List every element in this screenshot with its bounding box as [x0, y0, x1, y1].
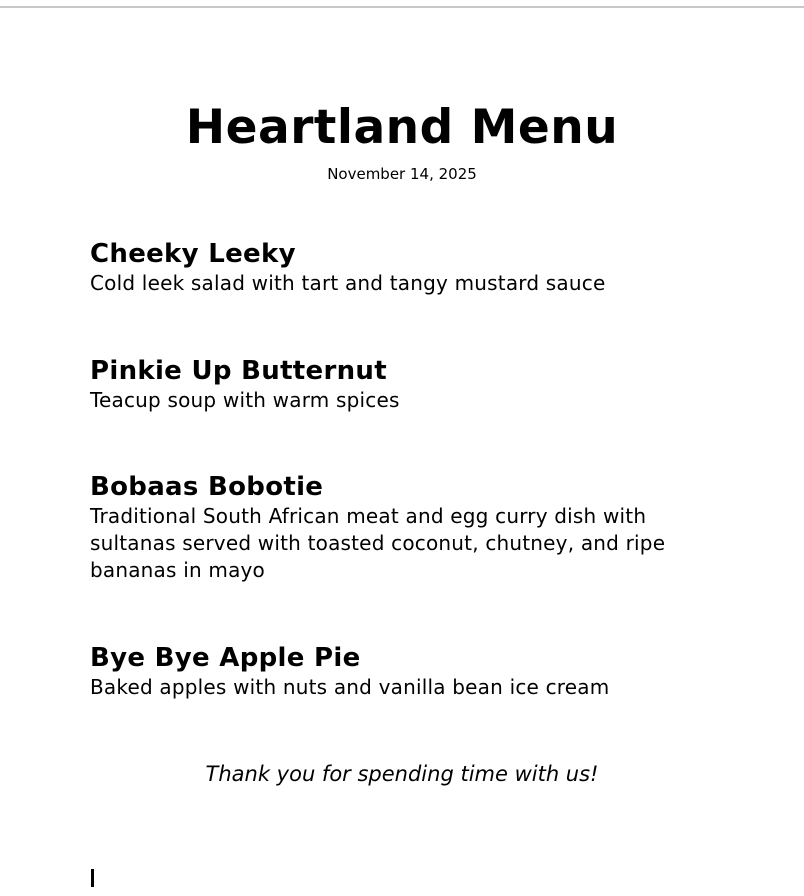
- menu-item-description: Baked apples with nuts and vanilla bean ice cream: [90, 675, 610, 699]
- menu-item-name: Pinkie Up Butternut: [90, 356, 387, 386]
- text-cursor[interactable]: [91, 869, 94, 887]
- menu-item-name: Bye Bye Apple Pie: [90, 643, 361, 673]
- menu-item-description: Teacup soup with warm spices: [90, 388, 400, 412]
- menu-item-name: Cheeky Leeky: [90, 239, 296, 269]
- menu-item-name: Bobaas Bobotie: [90, 472, 324, 502]
- menu-item-description: Traditional South African meat and egg curry dish with sultanas served with toasted coconut, chutney, and ripe bananas in mayo: [90, 504, 666, 582]
- menu-date: November 14, 2025: [327, 165, 477, 183]
- menu-item: [90, 238, 730, 297]
- menu-title: Heartland Menu: [185, 100, 619, 155]
- menu-item: [90, 471, 730, 584]
- closing-message: Thank you for spending time with us!: [205, 762, 599, 786]
- menu-item: [90, 355, 730, 414]
- menu-item: [90, 642, 730, 701]
- menu-item-description: Cold leek salad with tart and tangy mustard sauce: [90, 271, 606, 295]
